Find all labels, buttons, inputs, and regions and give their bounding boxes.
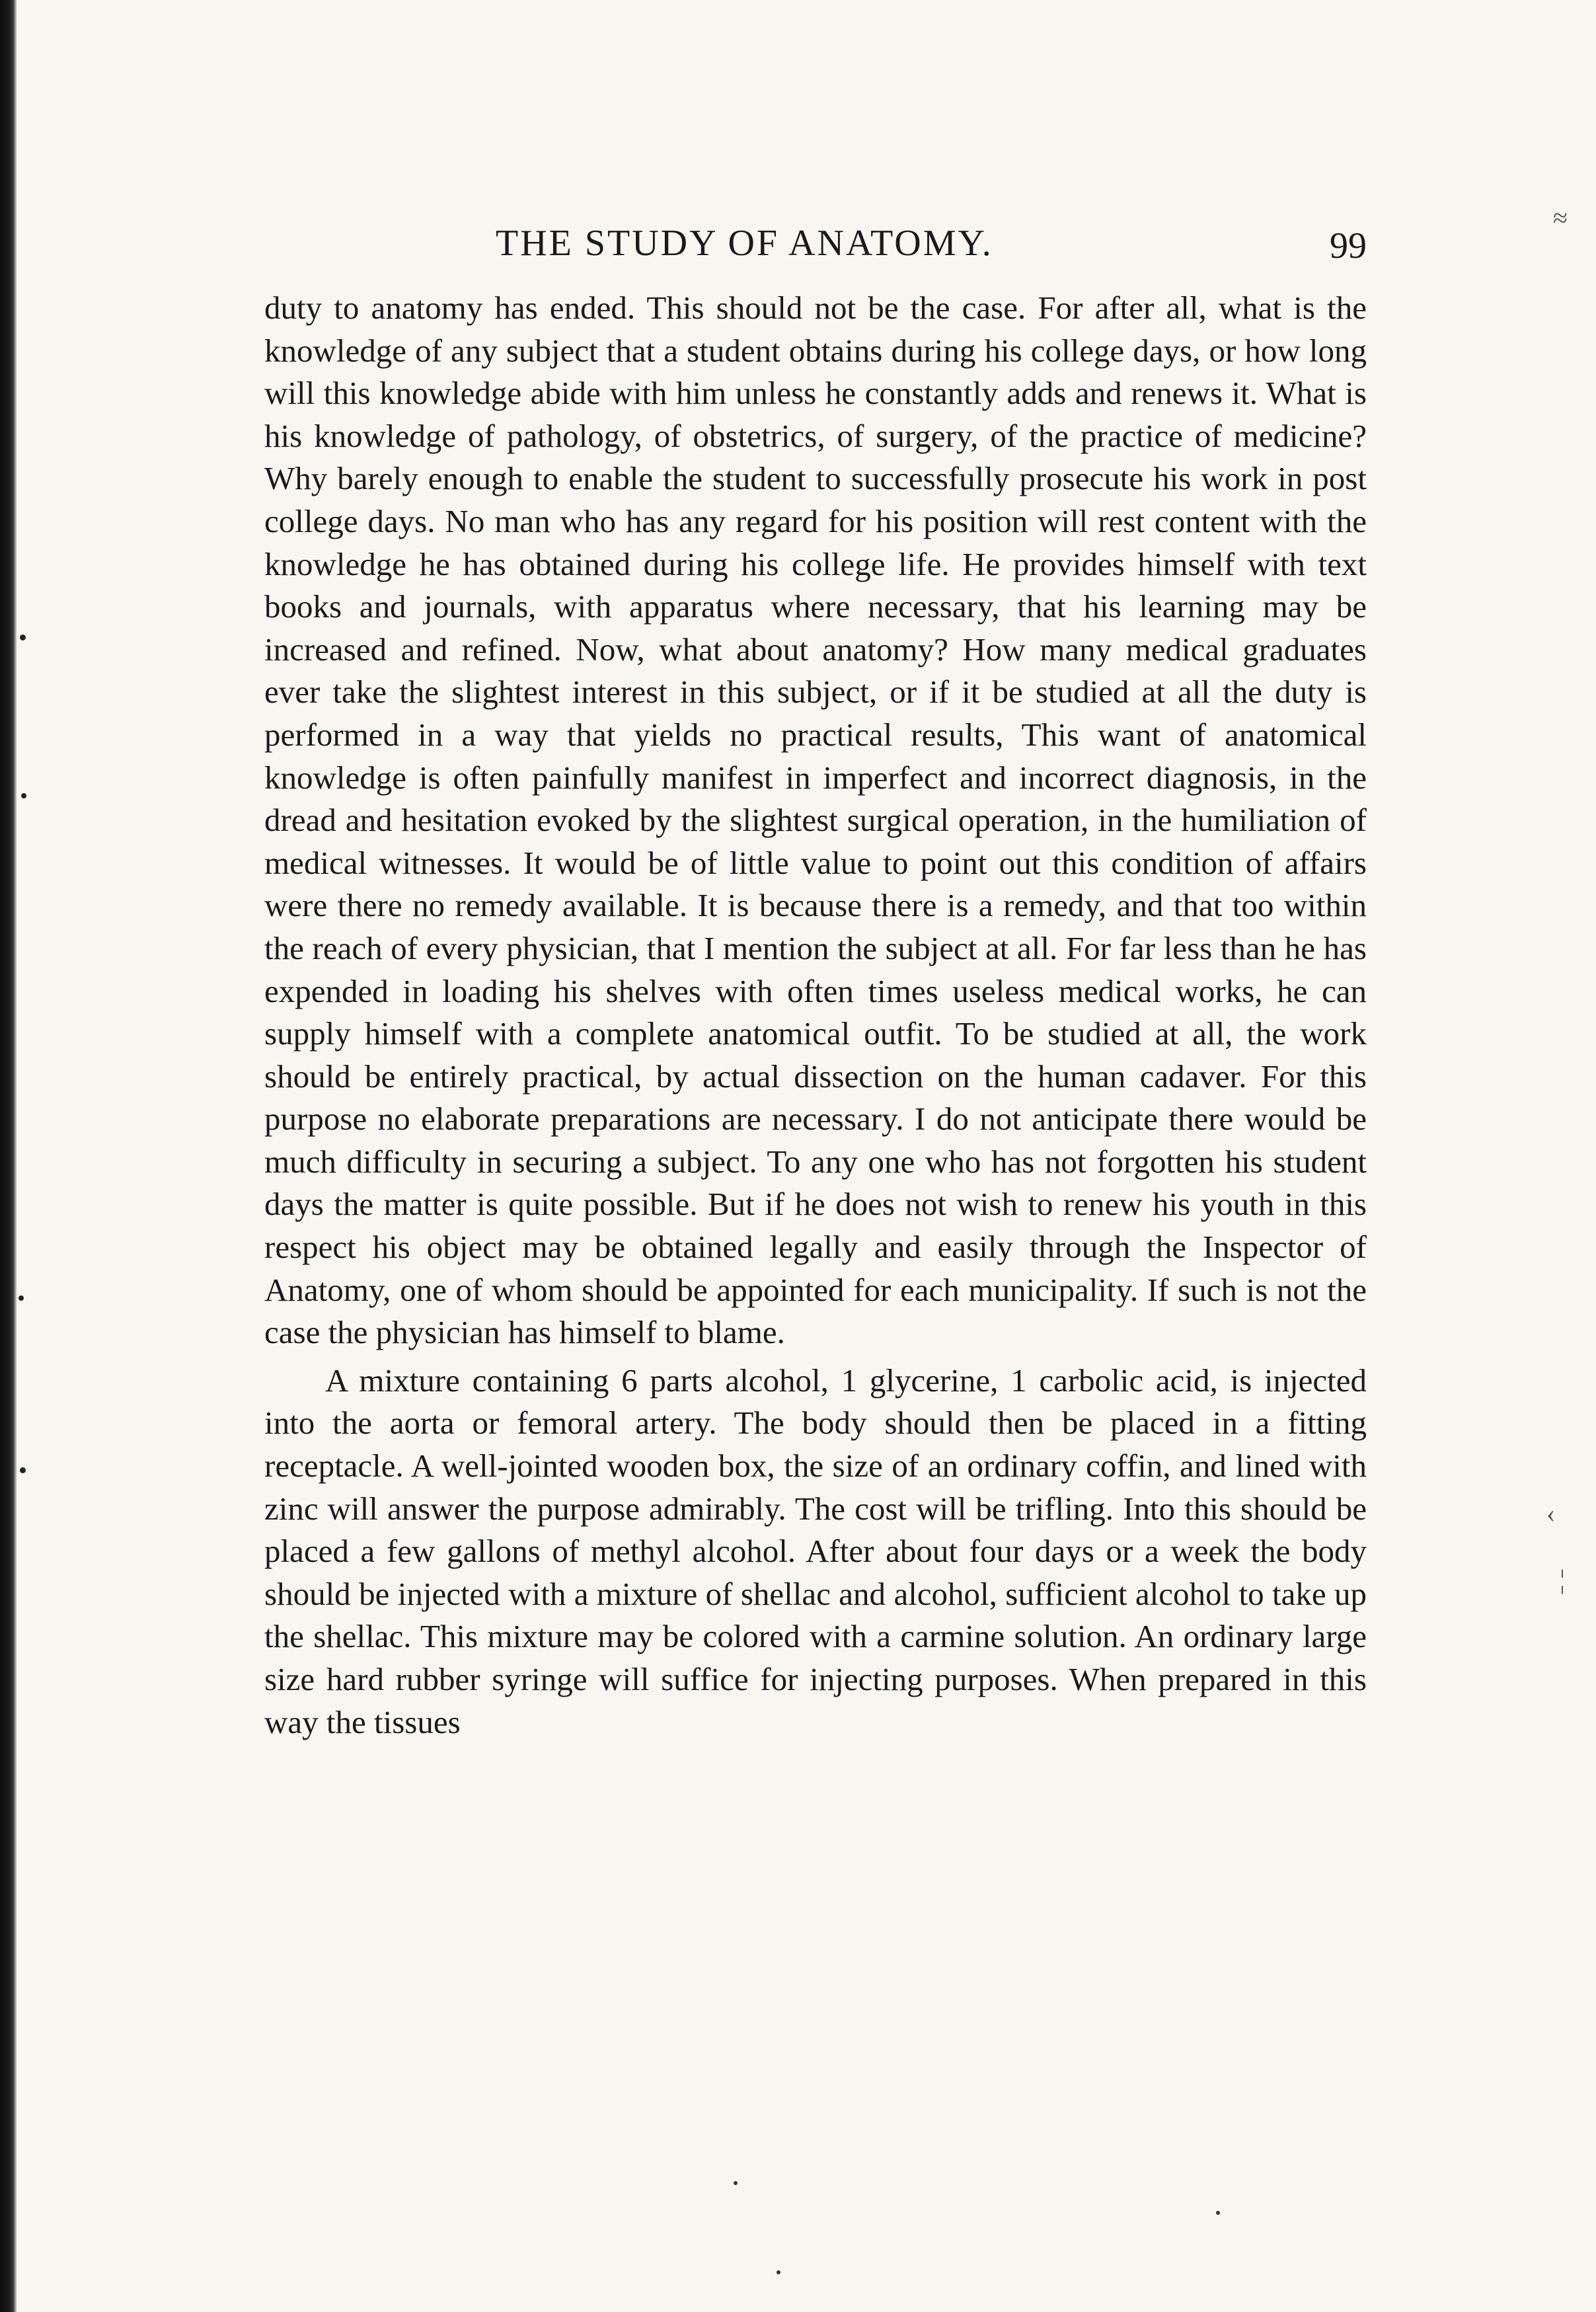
binding-speck (20, 1467, 26, 1473)
binding-speck (20, 635, 26, 640)
page-binding-edge (0, 0, 17, 2312)
binding-speck (21, 793, 26, 798)
body-paragraph: A mixture containing 6 parts alcohol, 1 glycerine, 1 carbolic acid, is injected into the aorta or femoral artery. The body should then be placed in a fitting receptacle. A well-jointed wooden box, the size of an ordinary coffin, and lined with zinc will answer the purpose admirably. The cost will be trifling. Into this should be placed a few gallons of methyl alcohol. After about four days or a week the body should be injected with a mixture of shellac and alcohol, sufficient alcohol to take up the shellac. This mixture may be colored with a carmine solution. An ordinary large size hard rubber syringe will suffice for injecting purposes. When prepared in this way the tissues (264, 1362, 1367, 1740)
body-paragraph: duty to anatomy has ended. This should not be the case. For after all, what is the knowledge of any subject that a student obtains during his college days, or how long will this knowledge abide with him unless he constantly adds and renews it. What is his knowledge of pathology, of obstetrics, of surgery, of the practice of medicine? Why barely enough to enable the student to successfully prosecute his work in post college days. No man who has any regard for his position will rest content with the knowledge he has obtained during his college life. He provides himself with text books and journals, with apparatus where necessary, that his learning may be increased and refined. Now, what about anatomy? How many medical graduates ever take the slightest interest in this subject, or if it be studied at all the duty is performed in a way that yields no practical results, This want of anatomical knowledge is often painfully manifest in imperfect and incorrect diagnosis, in the dread and hesitation evoked by the slightest surgical operation, in the humiliation of medical witnesses. It would be of little value to point out this condition of affairs were there no remedy available. It is because there is a remedy, and that too within the reach of every physician, that I mention the subject at all. For far less than he has expended in loading his shelves with often times useless medical works, he can supply himself with a complete anatomical outfit. To be studied at all, the work should be entirely practical, by actual dissection on the human cadaver. For this purpose no elaborate preparations are necessary. I do not anticipate there would be much difficulty in securing a subject. To any one who has not forgotten his student days the matter is quite possible. But if he does not wish to renew his youth in this respect his object may be obtained legally and easily through the Inspector of Anatomy, one of whom should be appointed for each municipality. If such is not the case the physician has himself to blame. (264, 289, 1367, 1351)
book-page (264, 225, 1367, 1744)
running-head (264, 225, 1367, 284)
page-number: 99 (1330, 225, 1367, 266)
binding-speck (19, 1295, 24, 1301)
scan-dust (734, 2181, 738, 2185)
margin-scan-mark: ¦ (1560, 1564, 1566, 1594)
scan-dust (1216, 2211, 1220, 2215)
margin-scan-mark: ≈ (1553, 203, 1568, 233)
running-title: THE STUDY OF ANATOMY. (496, 223, 993, 264)
scan-dust (777, 2270, 780, 2274)
margin-scan-mark: ‹ (1546, 1498, 1556, 1528)
